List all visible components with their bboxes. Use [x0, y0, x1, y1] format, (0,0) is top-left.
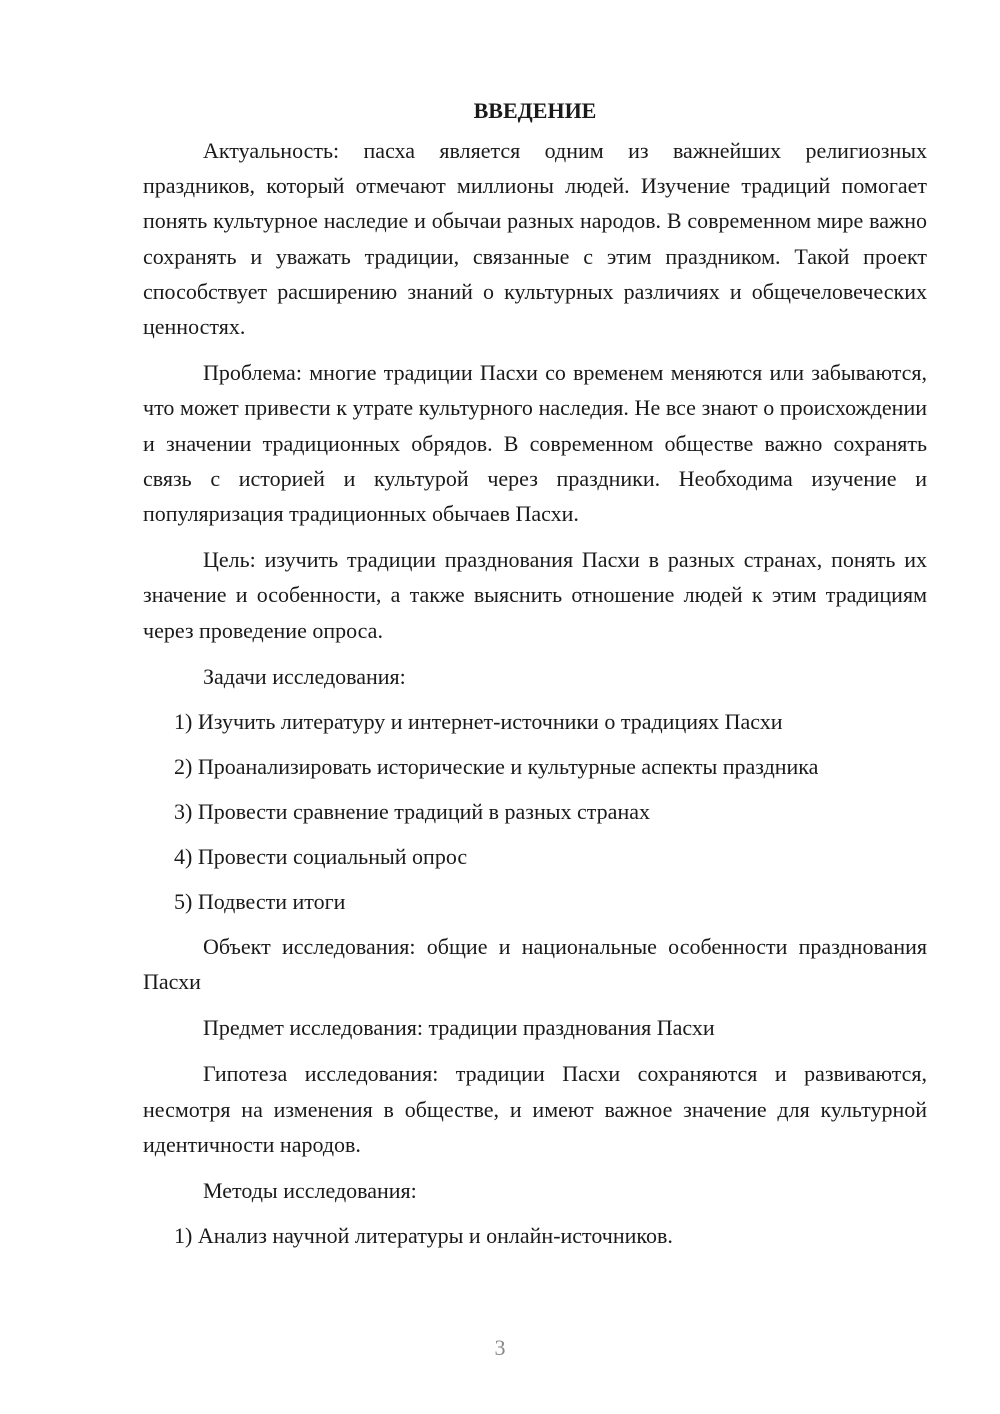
task-item: 2) Проанализировать исторические и культурные аспекты праздника — [174, 753, 819, 779]
task-item: 4) Провести социальный опрос — [174, 843, 468, 869]
task-item: 5) Подвести итоги — [174, 888, 346, 914]
subject-paragraph: Предмет исследования: традиции празднования Пасхи — [203, 1015, 715, 1041]
task-item: 3) Провести сравнение традиций в разных странах — [174, 798, 650, 824]
tasks-heading: Задачи исследования: — [203, 663, 406, 689]
object-paragraph: Объект исследования: общие и национальные особенности празднования Пасхи — [143, 933, 927, 995]
problem-paragraph: Проблема: многие традиции Пасхи со временем меняются или забываются, что может привести к утрате культурного наследия. Не все знают о происхождении и значении традиционных обрядов. В современном обществе важно сохранять связь с историей и культурой через праздники. Необходима изучение и популяризация традиционных обычаев Пасхи. — [143, 360, 927, 527]
methods-heading: Методы исследования: — [203, 1178, 417, 1204]
section-title: ВВЕДЕНИЕ — [473, 98, 597, 123]
task-item: 1) Изучить литературу и интернет-источники о традициях Пасхи — [174, 708, 783, 734]
relevance-paragraph: Актуальность: пасха является одним из важнейших религиозных праздников, который отмечают миллионы людей. Изучение традиций помогает понять культурное наследие и обычаи разных народов. В современном мире важно сохранять и уважать традиции, связанные с этим праздником. Такой проект способствует расширению знаний о культурных различиях и общечеловеческих ценностях. — [143, 138, 927, 340]
method-item: 1) Анализ научной литературы и онлайн-источников. — [174, 1223, 673, 1249]
page-number: 3 — [494, 1335, 506, 1360]
goal-paragraph: Цель: изучить традиции празднования Пасхи в разных странах, понять их значение и особенности, а также выяснить отношение людей к этим традициям через проведение опроса. — [143, 547, 927, 643]
page-content — [143, 96, 927, 1263]
hypothesis-paragraph: Гипотеза исследования: традиции Пасхи сохраняются и развиваются, несмотря на изменения в обществе, и имеют важное значение для культурной идентичности народов. — [143, 1061, 927, 1157]
